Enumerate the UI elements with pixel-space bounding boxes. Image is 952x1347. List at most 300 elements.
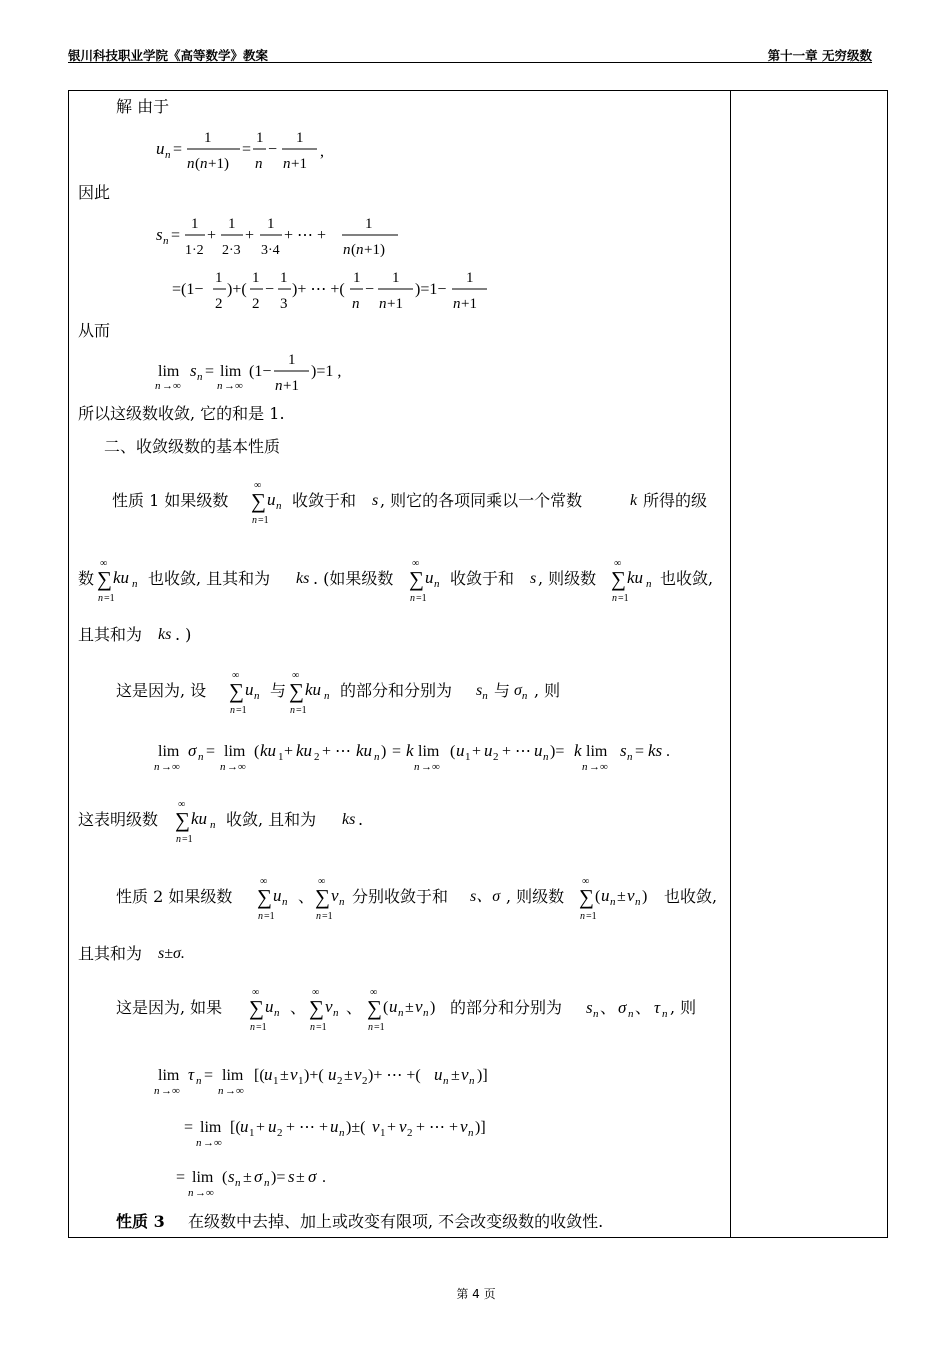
svg-text:2·3: 2·3 (222, 243, 241, 258)
svg-text:±: ± (617, 888, 626, 905)
svg-text:1: 1 (465, 751, 471, 763)
svg-text:n: n (398, 1007, 404, 1019)
svg-text:(1−: (1− (249, 363, 272, 380)
svg-text:n: n (250, 1022, 255, 1033)
svg-text:ku: ku (191, 809, 208, 828)
svg-text:=1: =1 (256, 1022, 267, 1033)
svg-text:+: + (387, 1119, 397, 1136)
reason2-sep2: 、 (346, 998, 363, 1017)
svg-text:v: v (325, 997, 333, 1016)
svg-text:+ ⋯ +: + ⋯ + (416, 1119, 459, 1136)
svg-text:n: n (155, 380, 161, 392)
svg-text:2: 2 (337, 1075, 343, 1087)
svg-text:=: = (205, 363, 215, 380)
svg-text:ku: ku (113, 568, 130, 587)
svg-text:u: u (267, 490, 276, 509)
svg-text:∞: ∞ (100, 558, 108, 569)
svg-text:±: ± (344, 1067, 353, 1084)
svg-text:n: n (154, 761, 160, 773)
svg-text:1: 1 (278, 751, 284, 763)
svg-text:lim: lim (158, 743, 180, 760)
svg-text:n: n (374, 751, 380, 763)
svg-text:∑: ∑ (175, 808, 190, 832)
thus-label: 从而 (78, 321, 111, 340)
svg-text:u: u (484, 741, 493, 760)
svg-text:u: u (265, 997, 274, 1016)
svg-text:(: ( (222, 1169, 228, 1186)
svg-text:=: = (635, 743, 645, 760)
sum-un-icon-5 (246, 985, 294, 1035)
svg-text:1: 1 (296, 130, 304, 146)
prop1-text-d: 所得的级 (643, 491, 708, 510)
svg-text:、: 、 (600, 1000, 617, 1017)
shows1-period: . (358, 810, 364, 829)
svg-text:n: n (197, 371, 203, 383)
svg-text:∑: ∑ (309, 996, 324, 1020)
svg-text:=1: =1 (296, 705, 307, 716)
svg-text:1: 1 (204, 130, 212, 146)
prop1-text-l: . ) (175, 625, 192, 644)
svg-text:=1: =1 (258, 515, 269, 526)
svg-text:ku: ku (260, 741, 277, 760)
svg-text:n: n (196, 1137, 202, 1149)
svg-text:n: n (217, 380, 223, 392)
solution-intro: 解 由于 (116, 97, 170, 116)
svg-text:n: n (264, 1177, 270, 1189)
svg-text:∞: ∞ (260, 876, 268, 887)
svg-text:n: n (356, 242, 364, 258)
svg-text:=1: =1 (322, 911, 333, 922)
svg-text:+ ⋯ +: + ⋯ + (284, 227, 327, 244)
svg-text:→∞: →∞ (162, 380, 181, 392)
svg-text:n: n (187, 156, 195, 172)
svg-text:+ ⋯: + ⋯ (322, 743, 352, 760)
svg-text:)]: )] (477, 1067, 488, 1084)
svg-text:)+ ⋯ +(: )+ ⋯ +( (368, 1067, 421, 1084)
prop1-text-f: 也收敛, 且其和为 (148, 569, 271, 588)
header-title: 银川科技职业学院《高等数学》教案 (68, 48, 269, 63)
svg-text:)+(: )+( (304, 1067, 324, 1084)
reason1-text-d: 与 (494, 681, 511, 700)
svg-text:+1: +1 (461, 296, 477, 312)
svg-text:σ: σ (308, 1167, 317, 1186)
svg-text:n: n (282, 896, 288, 908)
svg-text:): ) (430, 999, 436, 1016)
svg-text:(: ( (450, 743, 456, 760)
reason2-sep1: 、 (290, 998, 307, 1017)
svg-text:)=1−: )=1− (415, 281, 447, 298)
prop1-text-g: . (如果级数 (313, 569, 394, 588)
symbol-k: k (630, 492, 638, 509)
symbol-sn (476, 682, 488, 705)
header-chapter: 第十一章 无穷级数 (767, 48, 872, 63)
svg-text:+: + (207, 227, 217, 244)
sum-kun-icon-3 (286, 668, 342, 718)
symbol-s-letter: s (476, 682, 483, 699)
svg-text:(: ( (254, 743, 260, 760)
therefore-label: 因此 (78, 183, 111, 202)
svg-text:→∞: →∞ (195, 1187, 214, 1199)
svg-text:n: n (235, 1177, 241, 1189)
svg-text:n: n (610, 896, 616, 908)
svg-text:u: u (245, 680, 254, 699)
svg-text:∞: ∞ (292, 670, 300, 681)
prop1-text-h: 收敛于和 (450, 569, 515, 588)
svg-text:n: n (283, 156, 291, 172)
svg-text:1: 1 (249, 1127, 255, 1139)
svg-text:=1: =1 (236, 705, 247, 716)
svg-text:∑: ∑ (611, 567, 626, 591)
svg-text:1·2: 1·2 (185, 243, 204, 258)
svg-text:=1: =1 (182, 834, 193, 845)
symbol-sigma-n (514, 682, 527, 705)
svg-text:v: v (399, 1117, 407, 1136)
svg-text:+: + (284, 743, 294, 760)
svg-text:→∞: →∞ (421, 761, 440, 773)
svg-text:+ ⋯ +: + ⋯ + (286, 1119, 329, 1136)
svg-text:±: ± (451, 1067, 460, 1084)
svg-text:n: n (274, 1007, 280, 1019)
equation-limit-tau-line3 (172, 1162, 372, 1202)
sum-un-icon-4 (254, 874, 302, 924)
svg-text:→∞: →∞ (161, 761, 180, 773)
sum-kun-icon-2 (608, 556, 664, 606)
equation-limit-sigma (150, 736, 710, 776)
svg-text:lim: lim (224, 743, 246, 760)
svg-text:2: 2 (407, 1127, 413, 1139)
svg-text:+: + (256, 1119, 266, 1136)
svg-text:u: u (601, 886, 610, 905)
svg-text:lim: lim (158, 363, 180, 380)
svg-text:(: ( (351, 242, 356, 258)
svg-text:lim: lim (158, 1067, 180, 1084)
svg-text:v: v (460, 1117, 468, 1136)
svg-text:n: n (580, 911, 585, 922)
svg-text:,: , (320, 143, 324, 160)
svg-text:v: v (415, 997, 423, 1016)
svg-text:ku: ku (305, 680, 322, 699)
reason1-text-b: 与 (270, 681, 287, 700)
svg-text:n: n (258, 911, 263, 922)
svg-text:1: 1 (298, 1075, 304, 1087)
svg-text:u: u (389, 997, 398, 1016)
svg-text:τ: τ (654, 998, 661, 1017)
svg-text:2: 2 (252, 296, 260, 312)
svg-text:s: s (156, 225, 163, 244)
svg-text:∞: ∞ (614, 558, 622, 569)
svg-text:v: v (372, 1117, 380, 1136)
page-number: 第 4 页 (456, 1287, 496, 1301)
svg-text:v: v (290, 1065, 298, 1084)
svg-text:1: 1 (228, 216, 236, 232)
svg-text:∞: ∞ (232, 670, 240, 681)
prop1-text-b: 收敛于和 (292, 491, 357, 510)
svg-text:s: s (228, 1167, 235, 1186)
prop1-text-j: 也收敛, (660, 569, 714, 588)
svg-text:→∞: →∞ (227, 761, 246, 773)
svg-text:=: = (171, 227, 181, 244)
svg-text:n: n (310, 1022, 315, 1033)
symbol-ks: ks (296, 570, 310, 587)
svg-text:−: − (268, 141, 278, 158)
svg-text:1: 1 (380, 1127, 386, 1139)
svg-text:)=: )= (271, 1169, 286, 1186)
svg-text:1: 1 (392, 270, 400, 286)
svg-text:n: n (414, 761, 420, 773)
svg-text:∑: ∑ (367, 996, 382, 1020)
svg-text:1: 1 (466, 270, 474, 286)
svg-text:−: − (365, 281, 375, 298)
svg-text:n: n (662, 1008, 668, 1020)
svg-text:∞: ∞ (582, 876, 590, 887)
sum-un-pm-vn-icon (576, 874, 666, 924)
svg-text:n: n (434, 578, 440, 590)
symbol-sigma-letter: σ (514, 682, 522, 699)
svg-text:ku: ku (296, 741, 313, 760)
svg-text:ks: ks (648, 741, 663, 760)
svg-text:n: n (368, 1022, 373, 1033)
svg-text:=: = (206, 743, 216, 760)
equation-limit-tau-line1 (150, 1060, 530, 1100)
svg-text:∑: ∑ (97, 567, 112, 591)
svg-text:=1: =1 (374, 1022, 385, 1033)
equation-sn-sum (150, 212, 420, 262)
prop2-text-c: 分别收敛于和 (352, 887, 449, 906)
equation-un-decomposition (150, 124, 350, 174)
svg-text:.: . (322, 1169, 326, 1186)
header-rule (68, 62, 872, 63)
svg-text:σ: σ (188, 741, 197, 760)
svg-text:n: n (582, 761, 588, 773)
svg-text:lim: lim (418, 743, 440, 760)
prop3-label: 性质 3 (116, 1212, 165, 1231)
svg-text:→∞: →∞ (589, 761, 608, 773)
svg-text:(: ( (383, 999, 389, 1016)
svg-text:n: n (255, 156, 263, 172)
svg-text:1: 1 (215, 270, 223, 286)
svg-text:n: n (98, 593, 103, 604)
prop2-sep: 、 (298, 887, 315, 906)
svg-text:=1: =1 (104, 593, 115, 604)
svg-text:n: n (324, 690, 330, 702)
prop2-text-d: , 则级数 (506, 887, 565, 906)
svg-text:+: + (245, 227, 255, 244)
svg-text:n: n (469, 1075, 475, 1087)
svg-text:1: 1 (252, 270, 260, 286)
svg-text:→∞: →∞ (203, 1137, 222, 1149)
svg-text:2: 2 (277, 1127, 283, 1139)
svg-text:+1: +1 (283, 378, 299, 394)
prop1-text-c: , 则它的各项同乘以一个常数 (380, 491, 583, 510)
svg-text:u: u (268, 1117, 277, 1136)
svg-text:n: n (276, 500, 282, 512)
svg-text:ku: ku (356, 741, 373, 760)
sum-un-icon (248, 478, 296, 528)
svg-text:τ: τ (188, 1065, 195, 1084)
svg-text:u: u (240, 1117, 249, 1136)
svg-text:=: = (176, 1169, 186, 1186)
svg-text:∑: ∑ (409, 567, 424, 591)
svg-text:u: u (264, 1065, 273, 1084)
svg-text:u: u (273, 886, 282, 905)
svg-text:n: n (593, 1008, 599, 1020)
svg-text:s: s (586, 998, 593, 1017)
prop1-text-e: 数 (78, 569, 95, 588)
svg-text:n: n (132, 578, 138, 590)
svg-text:n: n (410, 593, 415, 604)
svg-text:[(: [( (254, 1067, 265, 1084)
svg-text:n: n (339, 1127, 345, 1139)
svg-text:n: n (343, 242, 351, 258)
svg-text:→∞: →∞ (224, 380, 243, 392)
subscript-n-sigma: n (521, 690, 528, 703)
equation-limit-tau-line2 (180, 1112, 520, 1152)
svg-text:u: u (425, 568, 434, 587)
svg-text:1: 1 (353, 270, 361, 286)
svg-text:∑: ∑ (315, 885, 330, 909)
svg-text:1: 1 (288, 352, 296, 368)
svg-text:n: n (612, 593, 617, 604)
svg-text:)]: )] (475, 1119, 486, 1136)
svg-text:∞: ∞ (412, 558, 420, 569)
svg-text:∞: ∞ (178, 799, 186, 810)
svg-text:n: n (196, 1075, 202, 1087)
svg-text:±: ± (280, 1067, 289, 1084)
equation-sn-telescoping (170, 266, 500, 316)
svg-text:(: ( (595, 888, 601, 905)
svg-text:1: 1 (365, 216, 373, 232)
svg-text:n: n (627, 751, 633, 763)
svg-text:=(1−: =(1− (172, 281, 204, 298)
svg-text:+1: +1 (387, 296, 403, 312)
svg-text:n: n (165, 149, 171, 161)
svg-text:n: n (379, 296, 387, 312)
svg-text:lim: lim (220, 363, 242, 380)
svg-text:=1: =1 (586, 911, 597, 922)
subscript-n: n (482, 690, 488, 703)
svg-text:): ) (381, 743, 387, 760)
svg-text:lim: lim (222, 1067, 244, 1084)
svg-text:n: n (543, 751, 549, 763)
svg-text:): ) (642, 888, 648, 905)
svg-text:n: n (646, 578, 652, 590)
svg-text:u: u (434, 1065, 443, 1084)
svg-text:∑: ∑ (579, 885, 594, 909)
svg-text:=: = (242, 141, 252, 158)
svg-text:n: n (453, 296, 461, 312)
svg-text:=1: =1 (264, 911, 275, 922)
sum-kun-icon-4 (172, 797, 228, 847)
svg-text:∑: ∑ (257, 885, 272, 909)
prop1-text-k: 且其和为 (78, 625, 143, 644)
svg-text:n: n (220, 761, 226, 773)
svg-text:+1): +1) (364, 242, 385, 258)
svg-text:→∞: →∞ (225, 1085, 244, 1097)
svg-text:s: s (620, 741, 627, 760)
svg-text:∞: ∞ (254, 480, 262, 491)
svg-text:n: n (210, 819, 216, 831)
svg-text:v: v (461, 1065, 469, 1084)
svg-text:n: n (198, 751, 204, 763)
svg-text:(: ( (195, 156, 200, 172)
svg-text:k: k (574, 741, 582, 760)
reason2-text-e: , 则 (670, 998, 697, 1017)
svg-text:∑: ∑ (289, 679, 304, 703)
svg-text:3: 3 (280, 296, 288, 312)
svg-text:=: = (392, 743, 402, 760)
svg-text:n: n (154, 1085, 160, 1097)
svg-text:v: v (627, 886, 635, 905)
section-title: 二、收敛级数的基本性质 (104, 437, 281, 456)
svg-text:n: n (628, 1008, 634, 1020)
svg-text:lim: lim (192, 1169, 214, 1186)
svg-text:n: n (443, 1075, 449, 1087)
svg-text:2: 2 (215, 296, 223, 312)
svg-text:n: n (200, 156, 208, 172)
svg-text:1: 1 (280, 270, 288, 286)
symbol-s-pm-sigma: s±σ. (158, 945, 185, 962)
prop1-lead: 性质 1 如果级数 (112, 491, 229, 510)
svg-text:σ: σ (618, 998, 627, 1017)
svg-text:n: n (230, 705, 235, 716)
column-divider (730, 91, 731, 1237)
svg-text:+1: +1 (291, 156, 307, 172)
reason1-text-c: 的部分和分别为 (340, 681, 453, 700)
svg-text:.: . (666, 743, 670, 760)
svg-text:±: ± (243, 1169, 252, 1186)
svg-text:n: n (352, 296, 360, 312)
svg-text:n: n (252, 515, 257, 526)
svg-text:)±(: )±( (346, 1119, 366, 1136)
sum-kun-icon (94, 556, 150, 606)
svg-text:=1: =1 (416, 593, 427, 604)
svg-text:=1: =1 (618, 593, 629, 604)
svg-text:k: k (406, 741, 414, 760)
svg-text:−: − (265, 281, 275, 298)
sum-un-pm-vn-icon-2 (364, 985, 454, 1035)
svg-text:ku: ku (627, 568, 644, 587)
shows1-lead: 这表明级数 (78, 810, 159, 829)
sum-un-icon-3 (226, 668, 274, 718)
svg-text:2: 2 (314, 751, 320, 763)
svg-text:u: u (156, 139, 165, 158)
svg-text:n: n (333, 1007, 339, 1019)
svg-text:=: = (204, 1067, 214, 1084)
svg-text:v: v (331, 886, 339, 905)
svg-text:1: 1 (273, 1075, 279, 1087)
reason1-text-e: , 则 (534, 681, 561, 700)
svg-text:[(: [( (230, 1119, 241, 1136)
svg-text:1: 1 (267, 216, 275, 232)
svg-text:)=1 ,: )=1 , (311, 363, 342, 380)
prop2-text-e: 也收敛, (664, 887, 718, 906)
svg-text:n: n (188, 1187, 194, 1199)
svg-text:∑: ∑ (251, 489, 266, 513)
svg-text:n: n (290, 705, 295, 716)
svg-text:1: 1 (191, 216, 199, 232)
svg-text:lim: lim (200, 1119, 222, 1136)
svg-text:)+(: )+( (227, 281, 247, 298)
svg-text:n: n (468, 1127, 474, 1139)
prop3-text: 在级数中去掉、加上或改变有限项, 不会改变级数的收敛性. (188, 1212, 604, 1231)
svg-text:=: = (184, 1119, 194, 1136)
prop2-text-f: 且其和为 (78, 944, 143, 963)
reason1-lead: 这是因为, 设 (116, 681, 207, 700)
svg-text:∑: ∑ (249, 996, 264, 1020)
svg-text:lim: lim (586, 743, 608, 760)
svg-text:=: = (173, 141, 183, 158)
svg-text:n: n (275, 378, 283, 394)
